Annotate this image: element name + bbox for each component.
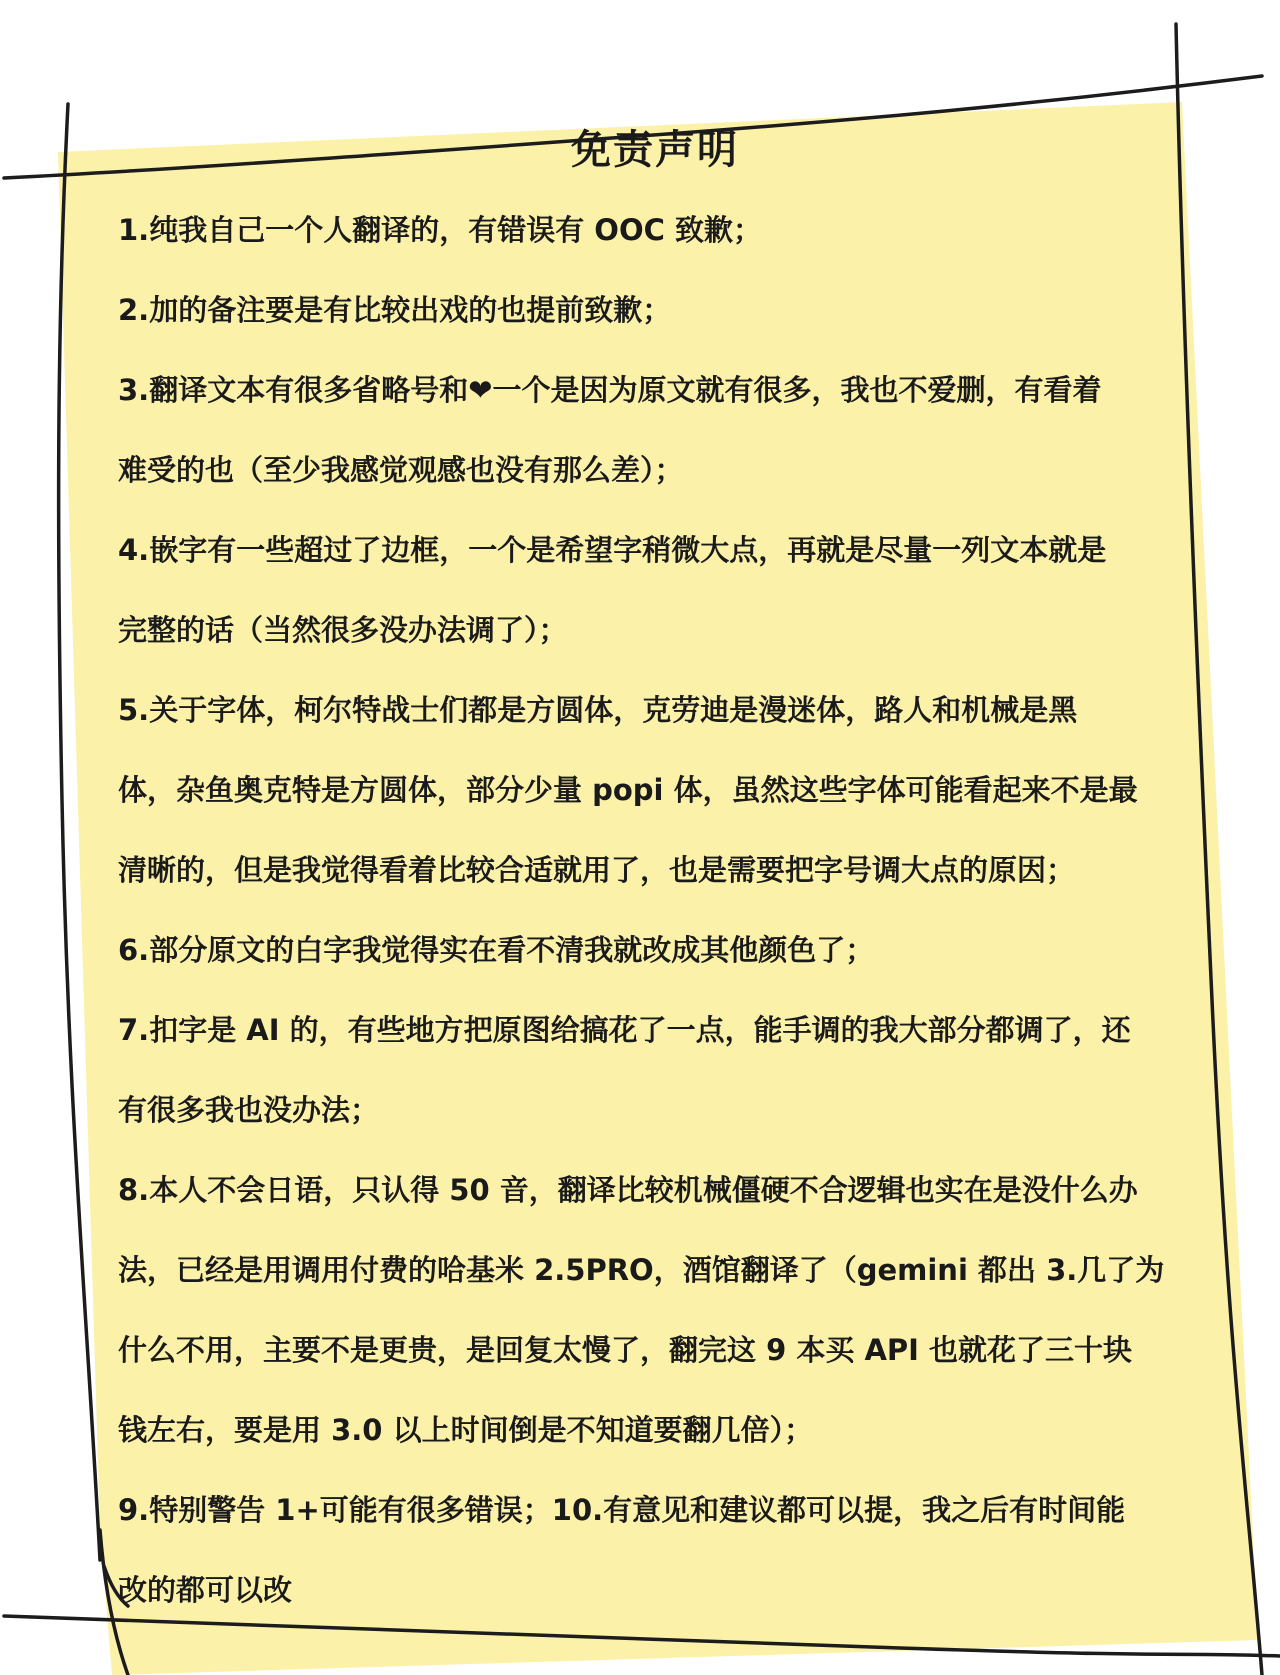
text-line: 1.纯我自己一个人翻译的，有错误有 OOC 致歉；	[118, 213, 762, 247]
text-line: 有很多我也没办法；	[118, 1093, 380, 1127]
text-line: 什么不用，主要不是更贵，是回复太慢了，翻完这 9 本买 API 也就花了三十块	[118, 1333, 1133, 1367]
text-line: 9.特别警告 1+可能有很多错误；10.有意见和建议都可以提，我之后有时间能	[118, 1493, 1126, 1527]
text-line: 体，杂鱼奥克特是方圆体，部分少量 popi 体，虽然这些字体可能看起来不是最	[118, 773, 1138, 807]
text-line: 5.关于字体，柯尔特战士们都是方圆体，克劳迪是漫迷体，路人和机械是黑	[118, 693, 1078, 727]
text-line: 4.嵌字有一些超过了边框，一个是希望字稍微大点，再就是尽量一列文本就是	[118, 533, 1107, 567]
text-line: 完整的话（当然很多没办法调了）；	[118, 613, 568, 647]
text-line: 钱左右，要是用 3.0 以上时间倒是不知道要翻几倍）；	[118, 1413, 814, 1447]
text-line: 3.翻译文本有很多省略号和❤一个是因为原文就有很多，我也不爱删，有看着	[118, 373, 1102, 407]
text-line: 2.加的备注要是有比较出戏的也提前致歉；	[118, 293, 672, 327]
text-line: 法，已经是用调用付费的哈基米 2.5PRO，酒馆翻译了（gemini 都出 3.几了为	[118, 1253, 1165, 1287]
text-line: 难受的也（至少我感觉观感也没有那么差）；	[118, 453, 684, 487]
page-title: 免责声明	[571, 127, 739, 173]
disclaimer-list	[118, 197, 1193, 1637]
text-line: 改的都可以改	[118, 1573, 293, 1607]
text-line: 清晰的，但是我觉得看着比较合适就用了，也是需要把字号调大点的原因；	[118, 853, 1076, 887]
text-line: 8.本人不会日语，只认得 50 音，翻译比较机械僵硬不合逻辑也实在是没什么办	[118, 1173, 1138, 1207]
text-line: 6.部分原文的白字我觉得实在看不清我就改成其他颜色了；	[118, 933, 875, 967]
text-line: 7.扣字是 AI 的，有些地方把原图给搞花了一点，能手调的我大部分都调了，还	[118, 1013, 1131, 1047]
